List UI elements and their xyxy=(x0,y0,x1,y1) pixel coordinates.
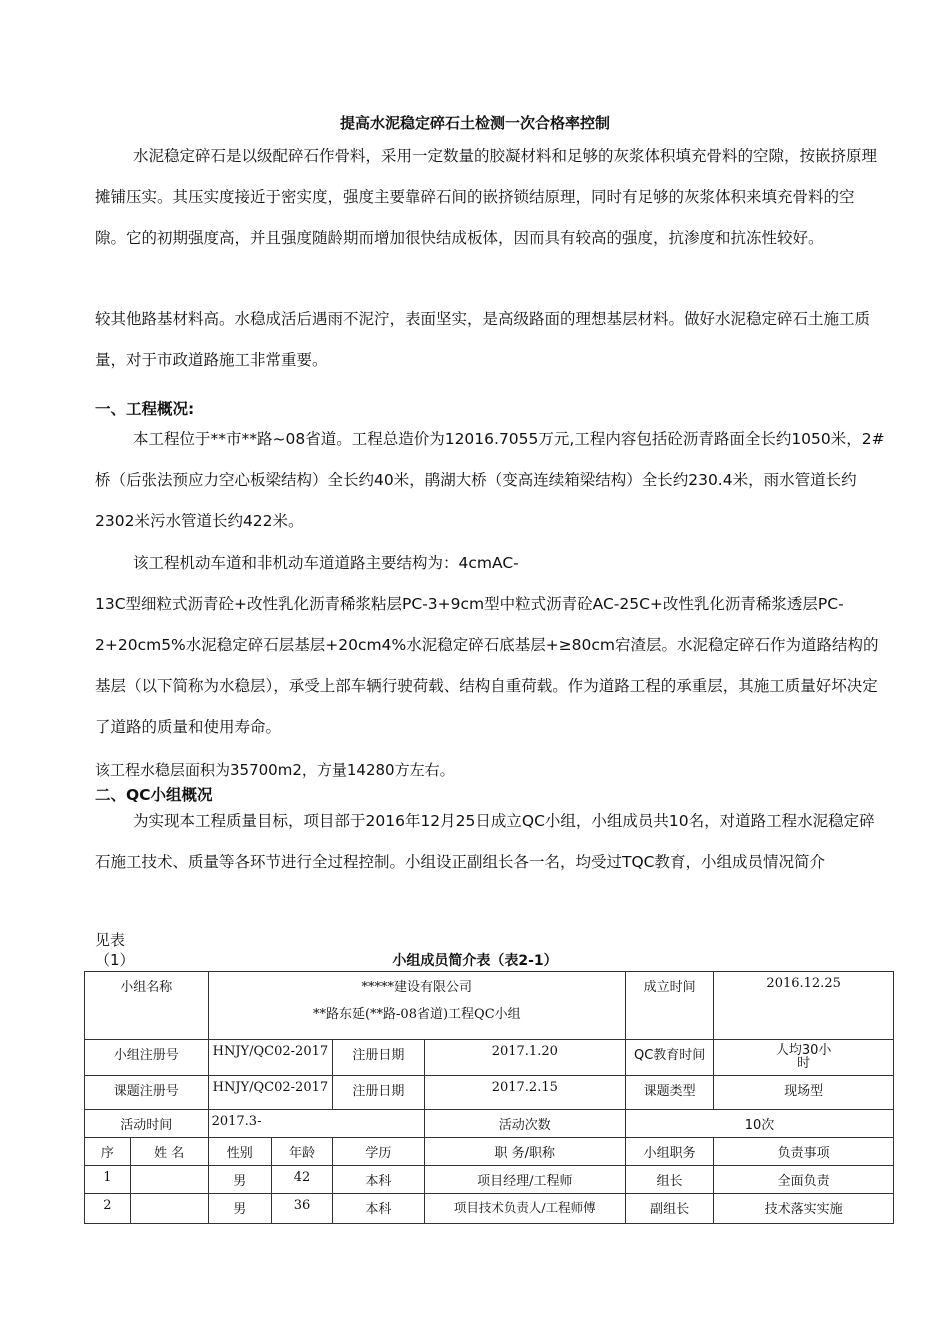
topic-type-value: 现场型 xyxy=(714,1076,894,1110)
row-2-name xyxy=(130,1194,208,1224)
activity-count-value: 10次 xyxy=(626,1110,894,1138)
activity-count-label: 活动次数 xyxy=(424,1110,625,1138)
activity-time-label: 活动时间 xyxy=(85,1110,209,1138)
qc-hours-value xyxy=(714,1040,894,1076)
row-1-position: 项目经理/工程师 xyxy=(424,1166,625,1194)
group-name-line-2: **路东延(**路-08省道)工程QC小组 xyxy=(312,1007,521,1022)
reg-date-value: 2017.1.20 xyxy=(424,1040,625,1076)
section-1-paragraph-2b: 13C型细粒式沥青砼+改性乳化沥青稀浆粘层PC-3+9cm型中粒式沥青砼AC-25C+改性乳化沥青稀浆透层PC-2+20cm5%水泥稳定碎石层基层+20cm4%水泥稳定碎石底基层+≥80cm宕渣层。水泥稳定碎石作为道路结构的基层（以下简称为水稳层），承受上部车辆行驶荷载、结构自重荷载。作为道路工程的承重层，其施工质量好坏决定了道路的质量和使用寿命。 xyxy=(95,595,879,736)
section-1-paragraph-2a: 该工程机动车道和非机动车道道路主要结构为：4cmAC- xyxy=(133,554,519,572)
row-1-gender: 男 xyxy=(208,1166,271,1194)
row-1-education: 本科 xyxy=(333,1166,424,1194)
founded-value: 2016.12.25 xyxy=(714,972,894,1040)
header-index: 序 xyxy=(85,1138,131,1166)
section-1-paragraph-1: 本工程位于**市**路~08省道。工程总造价为12016.7055万元,工程内容包括砼沥青路面全长约1050米，2#桥（后张法预应力空心板梁结构）全长约40米，鹃湖大桥（变高连续箱梁结构）全长约230.4米，雨水管道长约2302米污水管道长约422米。 xyxy=(95,430,885,530)
qc-hours-label: QC教育时间 xyxy=(626,1040,714,1076)
reg-no-label: 小组注册号 xyxy=(85,1040,209,1076)
row-1-group-role: 组长 xyxy=(626,1166,714,1194)
topic-no-label: 课题注册号 xyxy=(85,1076,209,1110)
header-education: 学历 xyxy=(333,1138,424,1166)
table-caption: 小组成员简介表（表2-1） xyxy=(392,953,558,969)
row-2-education: 本科 xyxy=(333,1194,424,1224)
row-2-position: 项目技术负责人/工程师傅 xyxy=(424,1194,625,1224)
topic-date-value: 2017.2.15 xyxy=(424,1076,625,1110)
row-1-index: 1 xyxy=(85,1166,131,1194)
row-1-responsibility: 全面负责 xyxy=(714,1166,894,1194)
reg-no-value: HNJY/QC02-2017 xyxy=(208,1040,333,1076)
section-2-heading: 二、QC小组概况 xyxy=(95,786,213,804)
section-1-paragraph-3: 该工程水稳层面积为35700m2，方量14280方左右。 xyxy=(95,761,455,779)
topic-date-label: 注册日期 xyxy=(333,1076,424,1110)
qc-hours-value-line-1: 人均30小 xyxy=(775,1043,832,1058)
founded-label: 成立时间 xyxy=(626,972,714,1040)
row-1-name xyxy=(130,1166,208,1194)
row-2-responsibility: 技术落实实施 xyxy=(714,1194,894,1224)
intro-paragraph-2: 较其他路基材料高。水稳成活后遇雨不泥泞，表面坚实，是高级路面的理想基层材料。做好水泥稳定碎石土施工质量，对于市政道路施工非常重要。 xyxy=(95,310,871,369)
section-1-heading: 一、工程概况: xyxy=(95,400,195,418)
header-responsibility: 负责事项 xyxy=(714,1138,894,1166)
document-title: 提高水泥稳定碎石土检测一次合格率控制 xyxy=(339,114,610,132)
row-1-age: 42 xyxy=(271,1166,332,1194)
topic-type-label: 课题类型 xyxy=(626,1076,714,1110)
header-position: 职 务/职称 xyxy=(424,1138,625,1166)
row-2-gender: 男 xyxy=(208,1194,271,1224)
group-name-label: 小组名称 xyxy=(85,972,209,1040)
table-row xyxy=(85,1194,894,1224)
see-table-number: （1） xyxy=(95,951,135,969)
intro-paragraph-1: 水泥稳定碎石是以级配碎石作骨料，采用一定数量的胶凝材料和足够的灰浆体积填充骨料的空隙，按嵌挤原理摊铺压实。其压实度接近于密实度，强度主要靠碎石间的嵌挤锁结原理，同时有足够的灰浆体积来填充骨料的空隙。它的初期强度高，并且强度随龄期而增加很快结成板体，因而具有较高的强度，抗渗度和抗冻性较好。 xyxy=(95,147,878,247)
header-group-role: 小组职务 xyxy=(626,1138,714,1166)
section-2-paragraph-1: 为实现本工程质量目标，项目部于2016年12月25日成立QC小组，小组成员共10名，对道路工程水泥稳定碎石施工技术、质量等各环节进行全过程控制。小组设正副组长各一名，均受过TQC教育，小组成员情况简介 xyxy=(95,812,875,871)
member-table xyxy=(84,971,894,1224)
row-2-age: 36 xyxy=(271,1194,332,1224)
group-name-value xyxy=(208,972,625,1040)
activity-time-value: 2017.3- xyxy=(208,1110,424,1138)
header-age: 年龄 xyxy=(271,1138,332,1166)
row-2-index: 2 xyxy=(85,1194,131,1224)
qc-hours-value-line-2: 时 xyxy=(797,1056,811,1071)
row-2-group-role: 副组长 xyxy=(626,1194,714,1224)
table-row xyxy=(85,1166,894,1194)
topic-no-value: HNJY/QC02-2017 xyxy=(208,1076,333,1110)
group-name-line-1: *****建设有限公司 xyxy=(361,980,473,995)
header-name: 姓 名 xyxy=(130,1138,208,1166)
see-table-text: 见表 xyxy=(95,931,126,949)
header-gender: 性别 xyxy=(208,1138,271,1166)
reg-date-label: 注册日期 xyxy=(333,1040,424,1076)
